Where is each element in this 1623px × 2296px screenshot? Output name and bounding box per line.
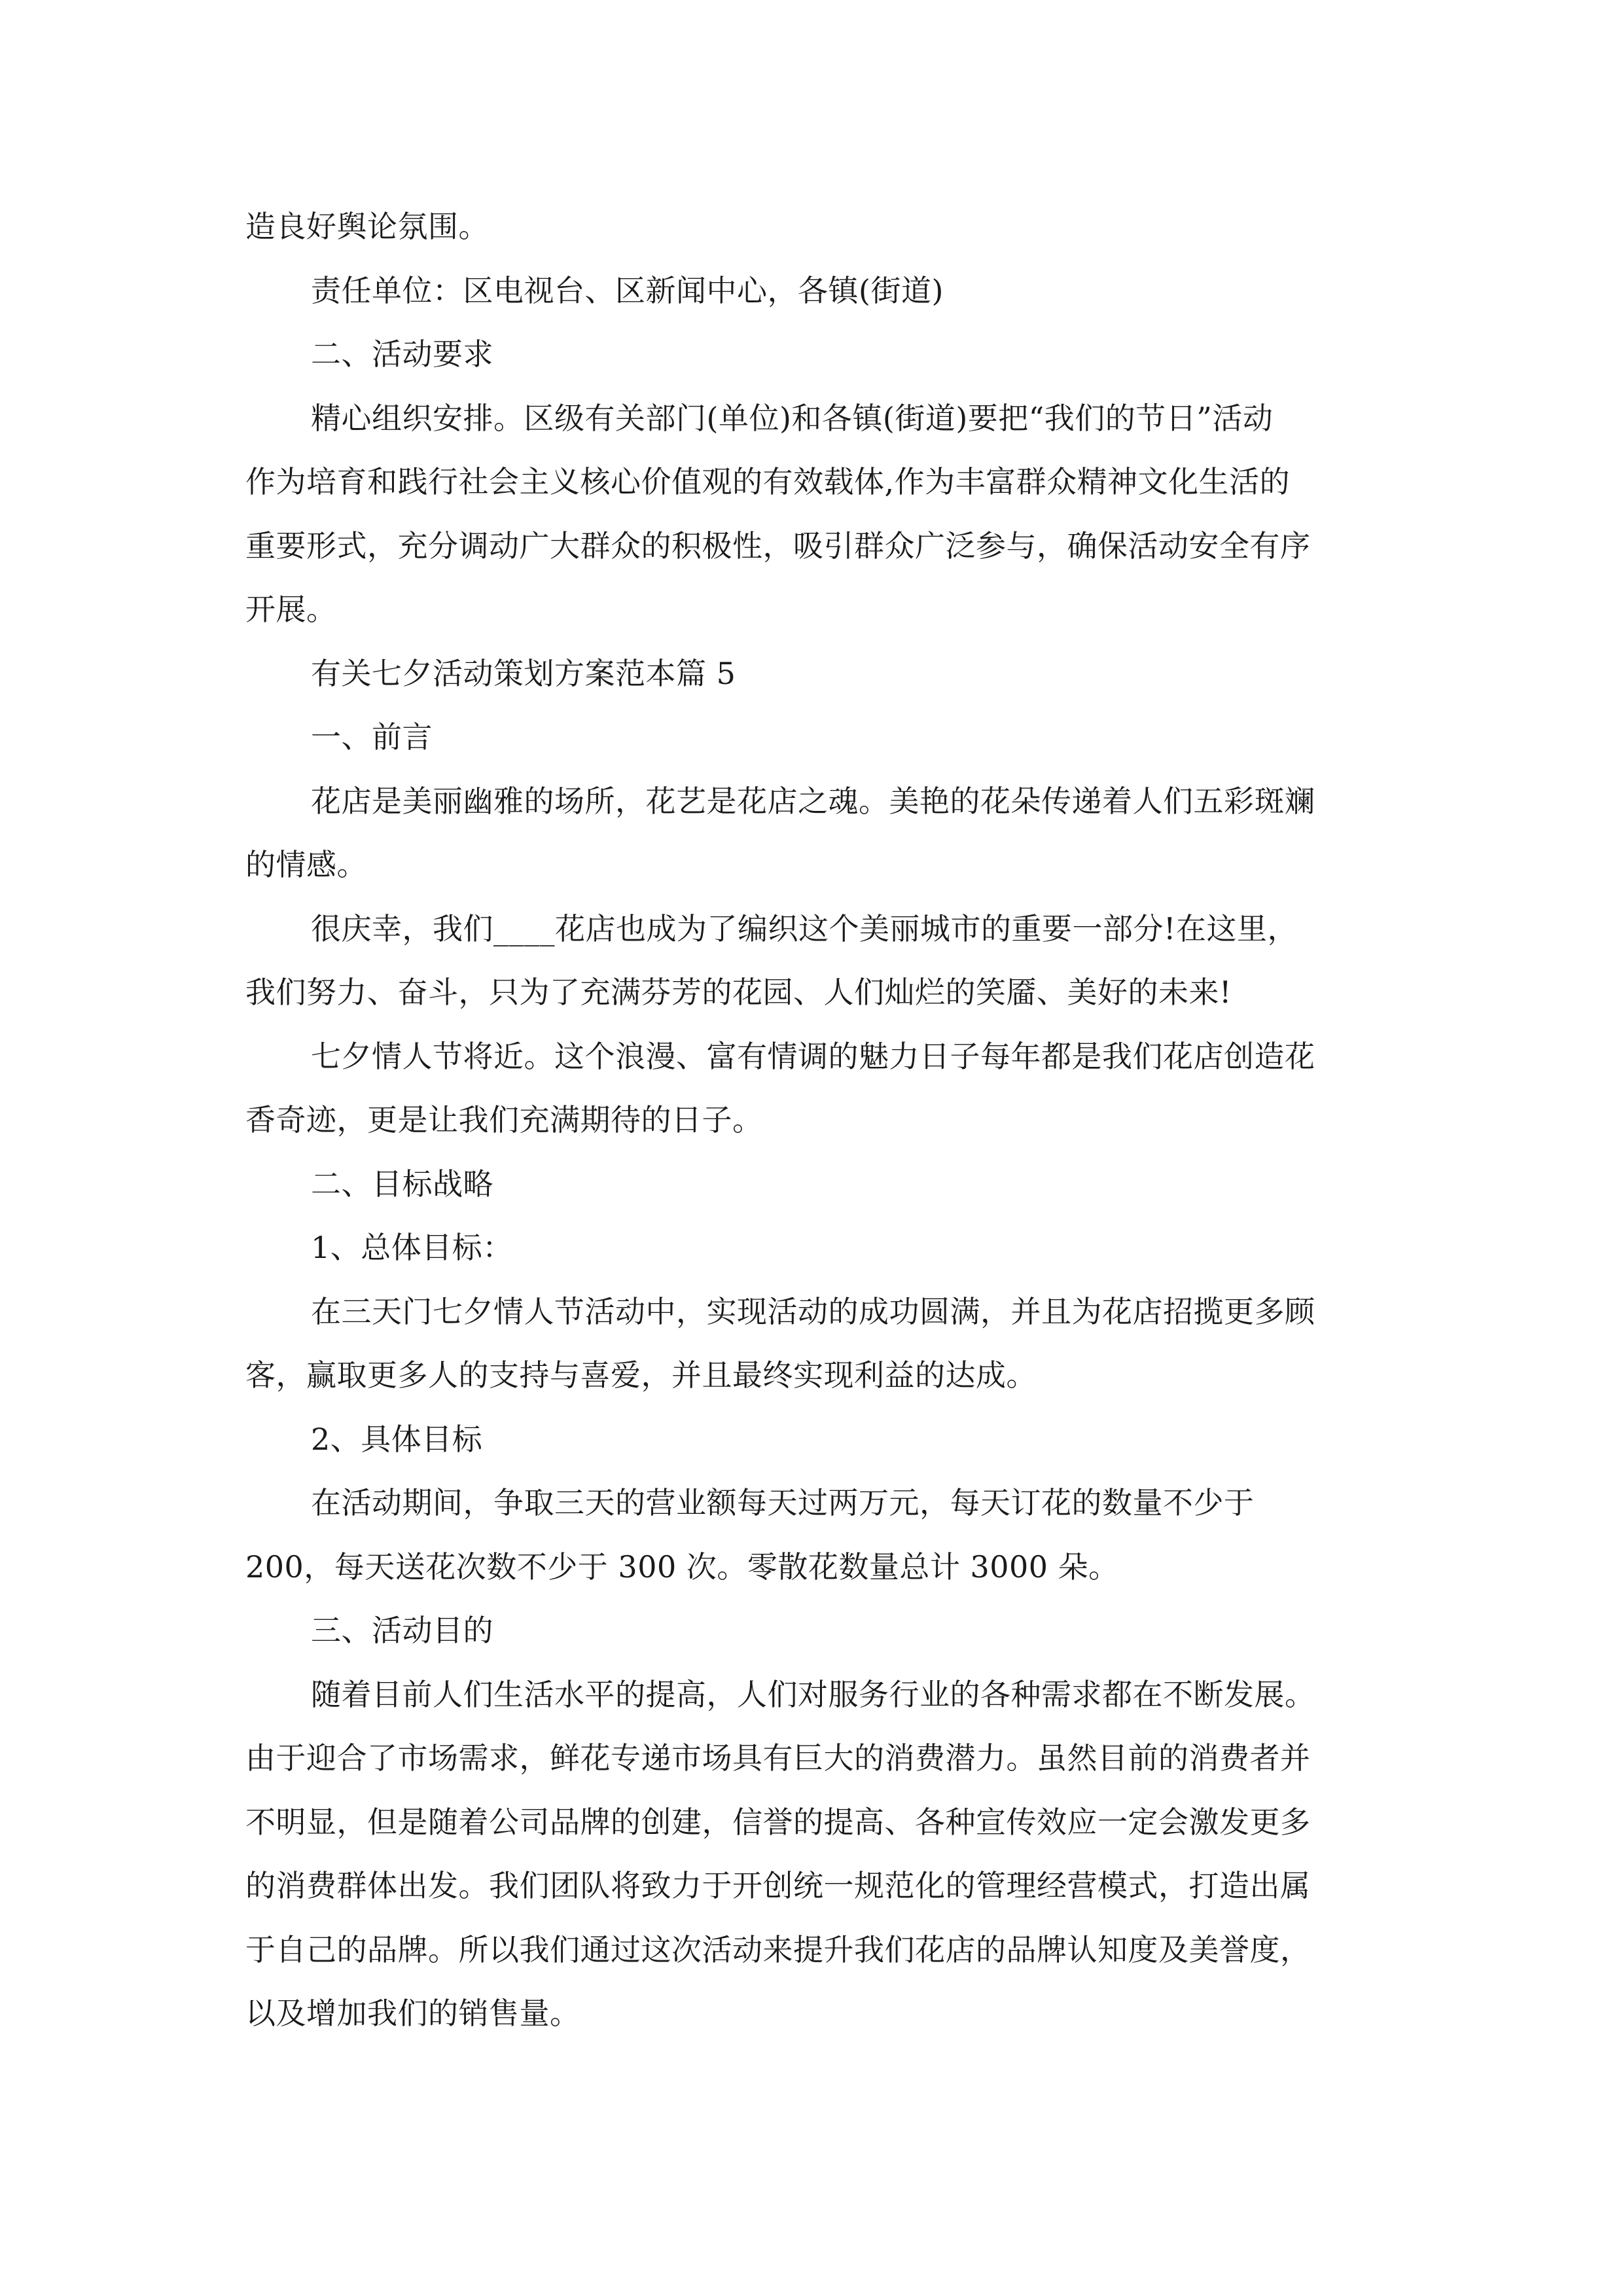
text-line: 以及增加我们的销售量。 <box>245 1996 580 2031</box>
subsection-heading: 2、具体目标 <box>311 1421 483 1457</box>
text-line: 责任单位：区电视台、区新闻中心，各镇(街道) <box>311 272 944 308</box>
text-line: 花店是美丽幽雅的场所，花艺是花店之魂。美艳的花朵传递着人们五彩斑斓 <box>311 783 1315 819</box>
text-line: 很庆幸，我们____花店也成为了编织这个美丽城市的重要一部分!在这里， <box>311 910 1298 946</box>
text-line: 开展。 <box>245 592 337 627</box>
text-line: 精心组织安排。区级有关部门(单位)和各镇(街道)要把“我们的节日”活动 <box>311 400 1274 436</box>
text-line: 于自己的品牌。所以我们通过这次活动来提升我们花店的品牌认知度及美誉度， <box>245 1931 1311 1967</box>
section-heading: 二、活动要求 <box>311 336 493 372</box>
text-line: 200，每天送花次数不少于 300 次。零散花数量总计 3000 朵。 <box>245 1549 1119 1585</box>
text-line: 香奇迹，更是让我们充满期待的日子。 <box>245 1102 763 1138</box>
section-heading: 二、目标战略 <box>311 1166 493 1202</box>
text-line: 我们努力、奋斗，只为了充满芬芳的花园、人们灿烂的笑靥、美好的未来! <box>245 975 1232 1010</box>
text-line: 由于迎合了市场需求，鲜花专递市场具有巨大的消费潜力。虽然目前的消费者并 <box>245 1740 1311 1776</box>
section-heading: 一、前言 <box>311 719 433 755</box>
text-line: 七夕情人节将近。这个浪漫、富有情调的魅力日子每年都是我们花店创造花 <box>311 1038 1315 1074</box>
text-line: 在三天门七夕情人节活动中，实现活动的成功圆满，并且为花店招揽更多顾 <box>311 1293 1315 1329</box>
text-line: 的情感。 <box>245 847 367 882</box>
text-line: 的消费群体出发。我们团队将致力于开创统一规范化的管理经营模式，打造出属 <box>245 1868 1311 1903</box>
document-body <box>245 195 1394 2046</box>
text-line: 不明显，但是随着公司品牌的创建，信誉的提高、各种宣传效应一定会激发更多 <box>245 1804 1311 1840</box>
text-line: 作为培育和践行社会主义核心价值观的有效载体,作为丰富群众精神文化生活的 <box>245 464 1291 499</box>
section-heading: 三、活动目的 <box>311 1613 493 1648</box>
text-line: 造良好舆论氛围。 <box>245 209 489 244</box>
article-title: 有关七夕活动策划方案范本篇 5 <box>311 655 736 691</box>
subsection-heading: 1、总体目标： <box>311 1230 513 1265</box>
text-line: 在活动期间，争取三天的营业额每天过两万元，每天订花的数量不少于 <box>311 1485 1255 1520</box>
text-line: 随着目前人们生活水平的提高，人们对服务行业的各种需求都在不断发展。 <box>311 1676 1315 1712</box>
text-line: 重要形式，充分调动广大群众的积极性，吸引群众广泛参与，确保活动安全有序 <box>245 528 1311 564</box>
text-line: 客，赢取更多人的支持与喜爱，并且最终实现利益的达成。 <box>245 1357 1037 1393</box>
